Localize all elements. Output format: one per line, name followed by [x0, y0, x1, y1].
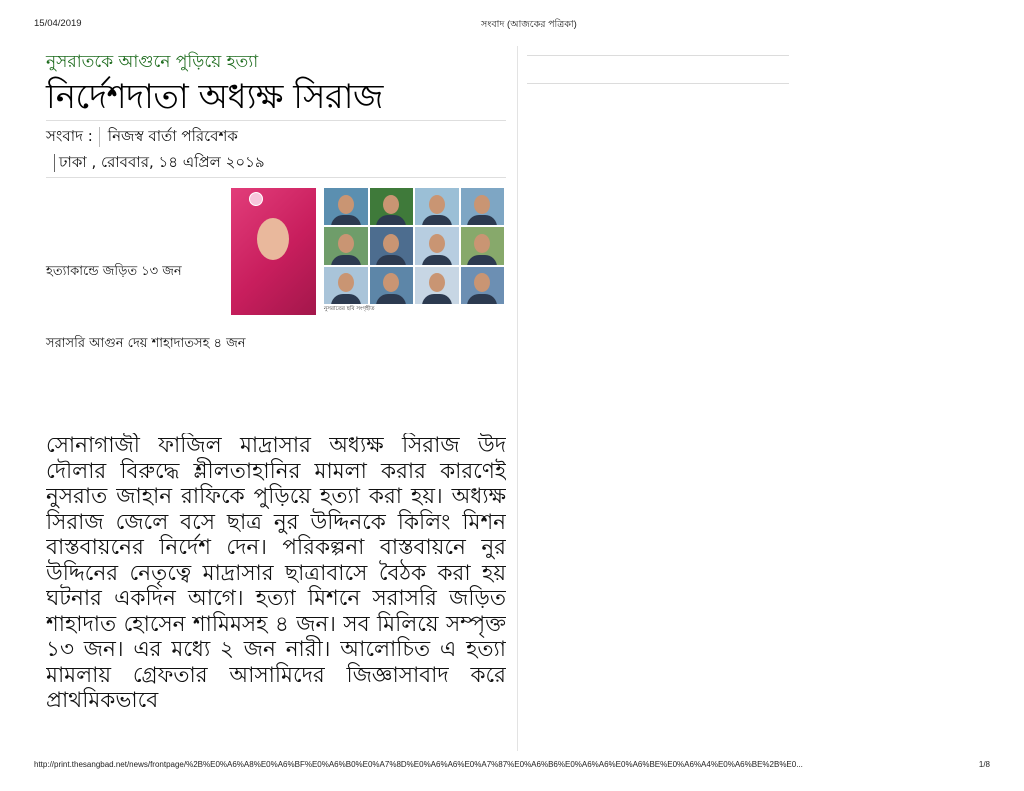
page-number: 1/8	[978, 760, 990, 769]
print-url: http://print.thesangbad.net/news/frontpage/%2B%E0%A6%A8%E0%A6%BF%E0%A6%B0%E0%A7%8D%E0%A6%A6%E0%A7%87%E0%A6%B6%E0%A6%A6%E0%A6%BE%E0%A6%A4%E0%A6%BE%2B%E0...	[34, 760, 803, 769]
person-body-shape	[331, 294, 361, 304]
right-column-rule	[527, 83, 789, 84]
person-body-shape	[376, 255, 406, 265]
accused-photo	[324, 267, 368, 304]
photo-side-caption: হত্যাকান্ডে জড়িত ১৩ জন	[46, 264, 182, 279]
person-head-shape	[383, 195, 399, 214]
photo-block	[46, 188, 506, 328]
accused-photo-grid	[324, 188, 504, 304]
accused-photo	[370, 188, 414, 225]
dateline-bar	[54, 154, 55, 172]
dateline-text: ঢাকা , রোববার, ১৪ এপ্রিল ২০১৯	[59, 153, 265, 171]
person-body-shape	[467, 215, 497, 225]
byline-separator	[99, 127, 100, 147]
article-subheading: সরাসরি আগুন দেয় শাহাদাতসহ ৪ জন	[46, 336, 246, 351]
byline-author: নিজস্ব বার্তা পরিবেশক	[107, 127, 238, 145]
article-body: সোনাগাজী ফাজিল মাদ্রাসার অধ্যক্ষ সিরাজ উদ দৌলার বিরুদ্ধে শ্লীলতাহানির মামলা করার কারণেই নুসরাত জাহান রাফিকে পুড়িয়ে হত্যা করা হয়। অধ্যক্ষ সিরাজ জেলে বসে ছাত্র নুর উদ্দিনকে কিলিং মিশন বাস্তবায়নের নির্দেশ দেন। পরিকল্পনা বাস্তবায়নে নুর উদ্দিনের নেতৃত্বে মাদ্রাসার ছাত্রাবাসে বৈঠক করা হয় ঘটনার একদিন আগে। হত্যা মিশনে সরাসরি জড়িত শাহাদাত হোসেন শামিমসহ ৪ জন। সব মিলিয়ে সম্পৃক্ত ১৩ জন। এর মধ্যে ২ জন নারী। আলোচিত এ হত্যা মামলায় গ্রেফতার আসামিদের জিজ্ঞাসাবাদ করে প্রাথমিকভাবে	[46, 433, 506, 713]
byline-label: সংবাদ :	[46, 127, 93, 145]
divider	[46, 120, 506, 121]
person-head-shape	[474, 195, 490, 214]
portrait-photo	[231, 188, 316, 315]
accused-photo	[370, 227, 414, 264]
byline	[46, 123, 506, 149]
person-body-shape	[422, 215, 452, 225]
article	[46, 50, 506, 354]
photo-credit: নুসরাতের ছবি সংগৃহীত	[324, 306, 375, 312]
person-body-shape	[467, 294, 497, 304]
person-head-shape	[338, 234, 354, 253]
print-footer	[34, 760, 990, 774]
accused-photo	[461, 227, 505, 264]
person-head-shape	[474, 273, 490, 292]
person-body-shape	[331, 255, 361, 265]
accused-photo	[370, 267, 414, 304]
print-page-title: সংবাদ (আজকের পত্রিকা)	[481, 19, 577, 30]
person-head-shape	[383, 234, 399, 253]
person-body-shape	[331, 215, 361, 225]
accused-photo	[461, 267, 505, 304]
person-head-shape	[429, 195, 445, 214]
print-header	[34, 18, 990, 34]
person-head-shape	[338, 195, 354, 214]
accused-photo	[415, 188, 459, 225]
person-head-shape	[429, 234, 445, 253]
accused-photo	[415, 227, 459, 264]
person-body-shape	[376, 215, 406, 225]
accused-photo	[461, 188, 505, 225]
hair-flower-icon	[249, 192, 263, 206]
person-body-shape	[422, 294, 452, 304]
print-date: 15/04/2019	[34, 18, 82, 29]
accused-photo	[324, 188, 368, 225]
person-body-shape	[376, 294, 406, 304]
person-body-shape	[422, 255, 452, 265]
accused-photo	[415, 267, 459, 304]
dateline	[46, 149, 506, 177]
article-headline: নির্দেশদাতা অধ্যক্ষ সিরাজ	[46, 77, 383, 117]
accused-photo	[324, 227, 368, 264]
divider	[46, 177, 506, 178]
column-divider	[517, 46, 518, 751]
face-shape	[257, 218, 289, 260]
person-body-shape	[467, 255, 497, 265]
person-head-shape	[338, 273, 354, 292]
person-head-shape	[474, 234, 490, 253]
person-head-shape	[429, 273, 445, 292]
person-head-shape	[383, 273, 399, 292]
right-column-rule	[527, 55, 789, 56]
article-shoulder: নুসরাতকে আগুনে পুড়িয়ে হত্যা	[46, 52, 259, 72]
